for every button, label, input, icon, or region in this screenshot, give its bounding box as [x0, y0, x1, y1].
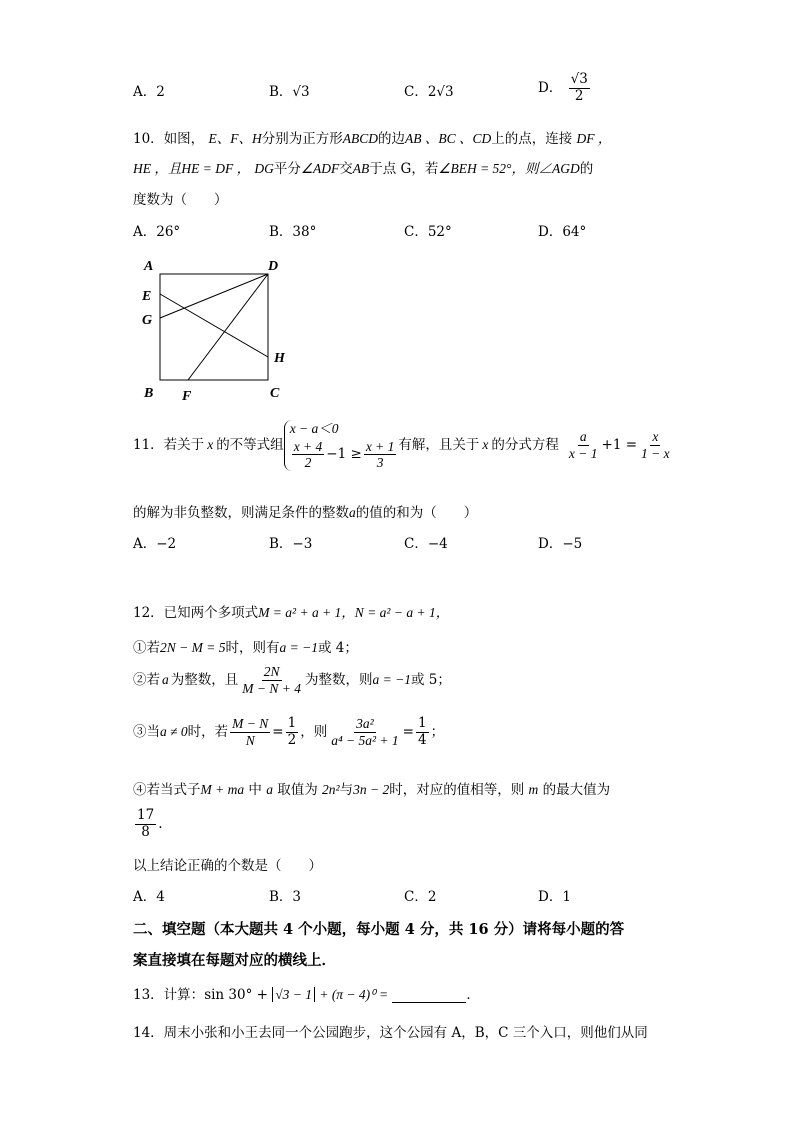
- q12-option-c: C．2: [404, 889, 437, 905]
- q13: 13．计算：sin 30° + √3 − 1 + (π − 4)⁰ = ．: [133, 987, 480, 1003]
- point-label-d: D: [268, 259, 279, 274]
- section-2-heading-line2: 案直接填在每题对应的横线上．: [133, 952, 336, 969]
- section-2-heading-line1: 二、填空题（本大题共 4 个小题，每小题 4 分，共 16 分）请将每小题的答: [133, 921, 625, 938]
- q10-option-a: A．26°: [133, 224, 181, 240]
- q12-question: 以上结论正确的个数是（ ）: [133, 858, 322, 874]
- q9-option-d: D． $\frac{√3}{2}$: [538, 71, 588, 104]
- q12-intro: 12．已知两个多项式M = a² + a + 1，N = a² − a + 1，: [133, 605, 450, 621]
- q12-statement-3: ③当 a ≠ 0 时，若 $\frac{M - N}{N}$ = $\frac{1}{2}$ ，则 $\frac{\text{3a²}}{\text{a⁴ − 5a² + 1}}$ = $\frac{1}{4}$ ；: [133, 715, 445, 748]
- q12-statement-4: ④若当式子M + ma 中 a 取值为 2n²与3n − 2时，对应的值相等，则 m 的最大值为: [133, 782, 611, 798]
- q13-absolute-value: √3 − 1: [272, 987, 315, 1002]
- q11-option-b: B．−3: [269, 536, 313, 552]
- square-abcd: [160, 274, 268, 380]
- point-label-b: B: [144, 386, 154, 401]
- q10-line2: HE ，且HE = DF ， DG平分∠ADF交AB于点 G，若∠BEH = 52°，则∠AGD的: [133, 161, 594, 177]
- q13-answer-blank[interactable]: [392, 1002, 466, 1003]
- q12-statement-4-value: $\frac{17}{8}$ .: [137, 807, 163, 840]
- q11-line2: 的解为非负整数，则满足条件的整数a的值的和为（ ）: [133, 505, 478, 521]
- q11-inequality-system: x − a＜0 $\frac{x + 4}{2}$ −1 ≥ $\frac{x + 1}{3}$: [284, 420, 399, 471]
- q10-line1: 10．如图， E、F、H分别为正方形ABCD的边AB 、BC 、CD上的点，连接 DF ，: [133, 131, 612, 147]
- point-label-h: H: [274, 351, 285, 366]
- q11-option-c: C．−4: [404, 536, 448, 552]
- q10-line3: 度数为（ ）: [133, 192, 228, 208]
- q9-option-d-fraction: $\frac{√3}{2}$: [570, 71, 588, 104]
- q10-option-c: C．52°: [404, 224, 452, 240]
- point-label-a: A: [144, 259, 154, 274]
- q14: 14．周末小张和小王去同一个公园跑步，这个公园有 A，B，C 三个入口，则他们从同: [133, 1025, 648, 1041]
- q10-option-b: B．38°: [269, 224, 317, 240]
- q9-option-a: A．2: [133, 84, 165, 100]
- point-label-g: G: [142, 313, 153, 328]
- q9-option-b: B．√3: [269, 84, 310, 100]
- q12-statement-1: ①若2N − M = 5时，则有a = −1或 4；: [133, 640, 358, 656]
- segment-eh: [160, 294, 268, 357]
- q11-option-a: A．−2: [133, 536, 177, 552]
- q12-statement-2: ②若 a 为整数，且 $\frac{2N}{M - N + 4}$ 为整数，则 a = −1 或 5；: [133, 664, 451, 696]
- q12-option-a: A．4: [133, 889, 165, 905]
- q12-option-d: D．1: [538, 889, 571, 905]
- q10-square-figure: [136, 252, 296, 404]
- point-label-e: E: [142, 289, 152, 304]
- q12-option-b: B．3: [269, 889, 302, 905]
- point-label-c: C: [270, 386, 280, 401]
- q11-option-d: D．−5: [538, 536, 583, 552]
- q10-option-d: D．64°: [538, 224, 587, 240]
- point-label-f: F: [182, 389, 192, 404]
- q9-option-c: C．2√3: [404, 84, 454, 100]
- q11-line1: 11．若关于 x 的不等式组 x − a＜0 $\frac{x + 4}{2}$ −1 ≥ $\frac{x + 1}{3}$ 有解，且关于 x 的分式方程 $\frac{a}{x - 1}$ +1 = $\frac{x}{1 - x}$: [133, 421, 670, 471]
